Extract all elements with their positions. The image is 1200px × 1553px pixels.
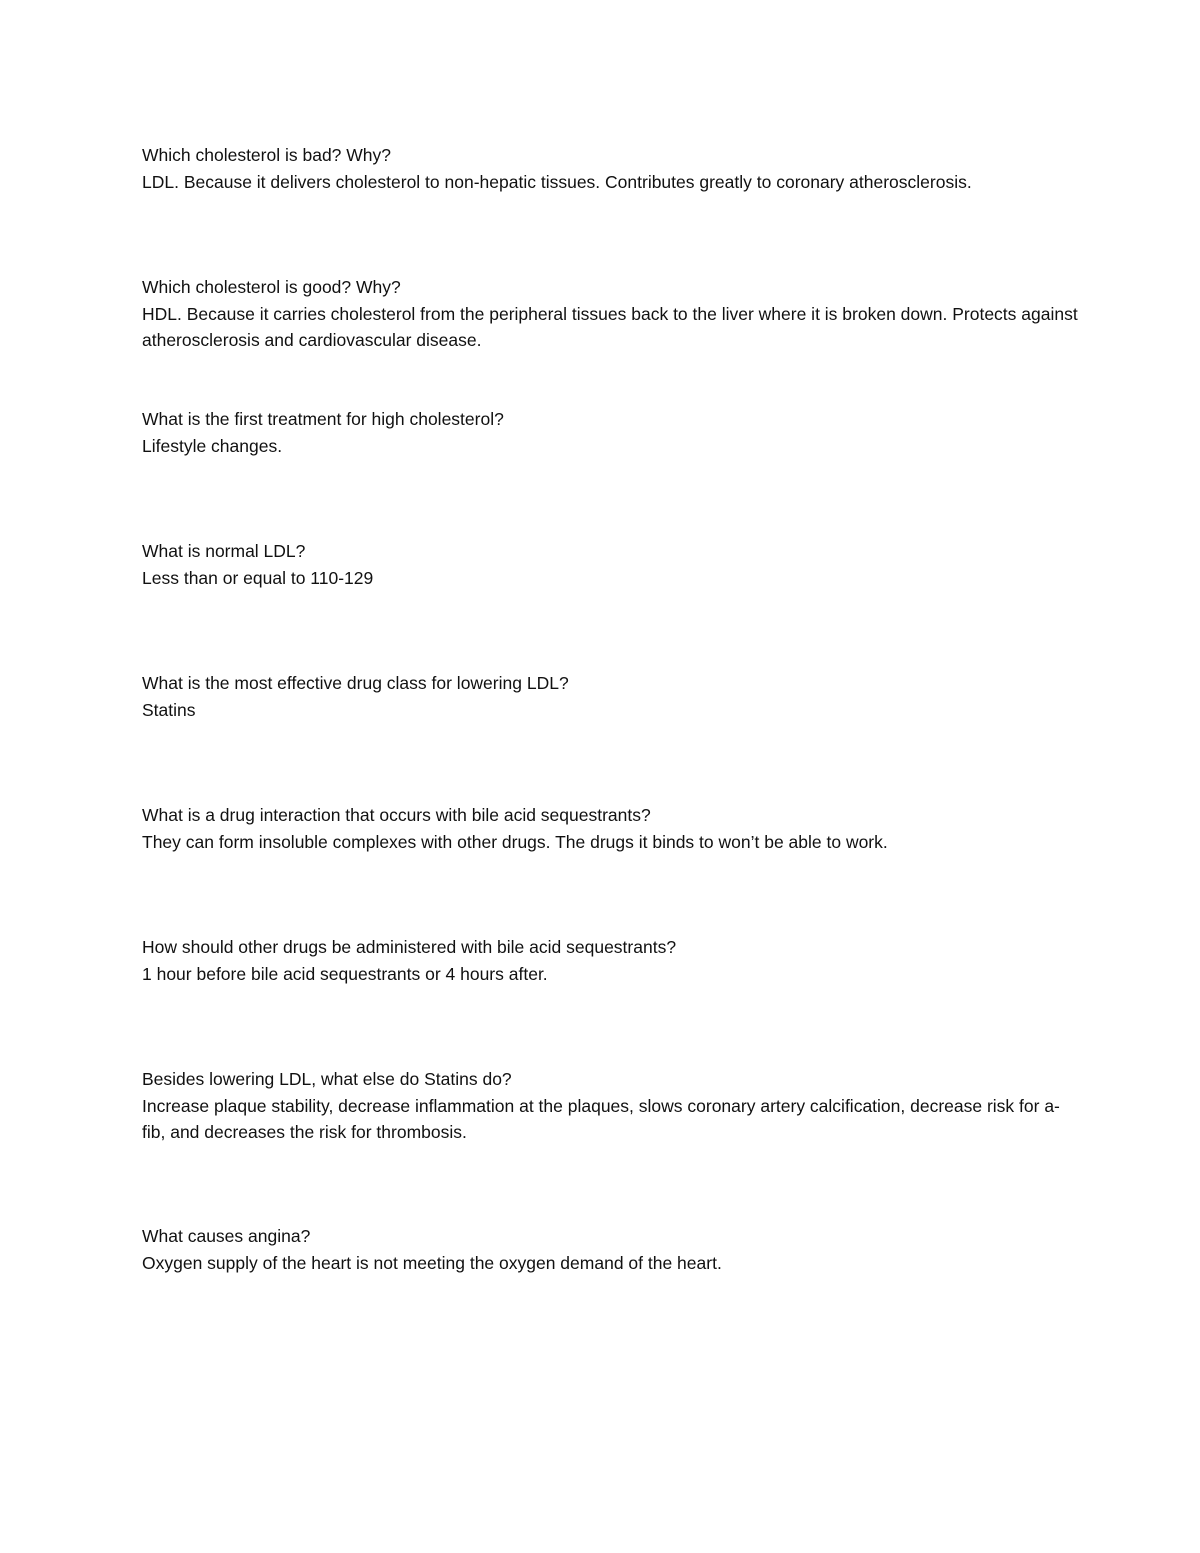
qa-item	[142, 802, 1082, 855]
question-text: Which cholesterol is bad? Why?	[142, 145, 391, 165]
qa-item	[142, 538, 1082, 591]
qa-item	[142, 142, 1082, 195]
question-text: What is the first treatment for high cholesterol?	[142, 409, 504, 429]
question-text: What causes angina?	[142, 1226, 311, 1246]
answer-text: Lifestyle changes.	[142, 435, 283, 456]
answer-text: Increase plaque stability, decrease inflammation at the plaques, slows coronary artery calcification, decrease risk for a-fib, and decreases the risk for thrombosis.	[142, 1095, 1060, 1142]
answer-text: Less than or equal to 110-129	[142, 567, 374, 588]
question-text: What is normal LDL?	[142, 541, 306, 561]
question-text: Besides lowering LDL, what else do Statins do?	[142, 1069, 512, 1089]
question-text: How should other drugs be administered with bile acid sequestrants?	[142, 937, 677, 957]
qa-item	[142, 934, 1082, 987]
qa-item	[142, 1223, 1082, 1276]
answer-text: HDL. Because it carries cholesterol from the peripheral tissues back to the liver where it is broken down. Protects against atherosclerosis and cardiovascular disease.	[142, 303, 1083, 350]
question-text: Which cholesterol is good? Why?	[142, 277, 401, 297]
qa-item	[142, 1066, 1082, 1146]
qa-item	[142, 670, 1082, 723]
answer-text: Statins	[142, 699, 196, 720]
answer-text: Oxygen supply of the heart is not meeting the oxygen demand of the heart.	[142, 1252, 722, 1273]
question-text: What is the most effective drug class for lowering LDL?	[142, 673, 569, 693]
answer-text: LDL. Because it delivers cholesterol to non-hepatic tissues. Contributes greatly to coronary atherosclerosis.	[142, 171, 972, 192]
question-text: What is a drug interaction that occurs with bile acid sequestrants?	[142, 805, 651, 825]
qa-item	[142, 274, 1082, 354]
answer-text: They can form insoluble complexes with other drugs. The drugs it binds to won’t be able to work.	[142, 831, 888, 852]
qa-item	[142, 406, 1082, 459]
answer-text: 1 hour before bile acid sequestrants or 4 hours after.	[142, 963, 548, 984]
